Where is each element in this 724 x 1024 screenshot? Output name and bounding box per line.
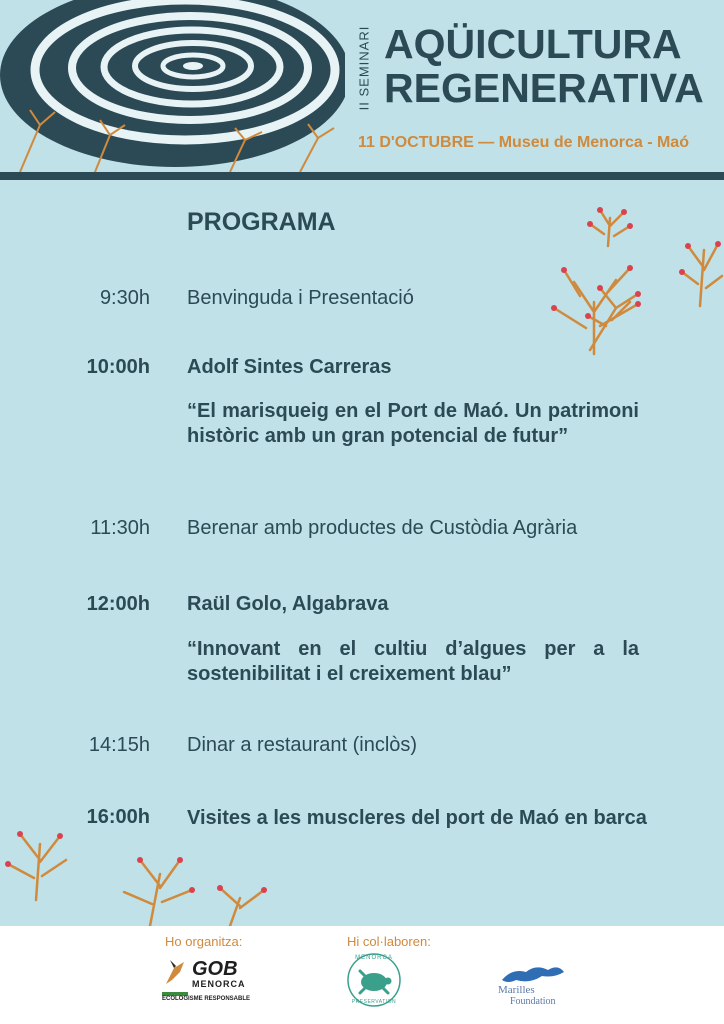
time-slot-3: 11:30h: [90, 517, 150, 539]
sea-swirl-illustration: [0, 0, 345, 172]
bird-icon: [162, 958, 188, 988]
time-slot-1: 9:30h: [99, 287, 150, 309]
header: [0, 0, 724, 180]
footer: [0, 926, 724, 1024]
time-slot-6: 16:00h: [86, 806, 150, 828]
page-title: [384, 22, 704, 110]
program-item-3-title: Berenar amb productes de Custòdia Agrària: [187, 517, 578, 539]
islands-icon: [496, 960, 568, 986]
program-item-5-title: Dinar a restaurant (inclòs): [187, 734, 418, 756]
menorca-preservation-logo[interactable]: [346, 952, 402, 1012]
program-item-6-title: Visites a les muscleres del port de Maó en barca: [187, 807, 647, 829]
header-divider: [0, 172, 724, 180]
marilles-name: Marilles: [498, 984, 535, 996]
gob-tagline: ECOLOGISME RESPONSABLE: [162, 996, 251, 1002]
program-heading: PROGRAMA: [187, 208, 336, 236]
gob-name: GOB: [192, 958, 238, 980]
gob-region: MENORCA: [192, 979, 246, 989]
time-slot-2: 10:00h: [86, 356, 150, 378]
speaker-name-2: Raül Golo, Algabrava: [187, 593, 389, 615]
speaker-name-1: Adolf Sintes Carreras: [187, 356, 392, 378]
gob-menorca-logo[interactable]: [162, 956, 262, 1008]
time-slot-4: 12:00h: [86, 593, 150, 615]
marilles-foundation-text: Foundation: [510, 996, 556, 1007]
program-item-1-title: Benvinguda i Presentació: [187, 287, 414, 309]
marilles-foundation-logo[interactable]: [496, 960, 568, 1010]
talk-title-2: “Innovant en el cultiu d’algues per a la sostenibilitat i el creixement blau”: [187, 638, 639, 685]
menorca-preservation-bottom-text: PRESERVATION: [351, 999, 397, 1005]
seaweed-decoration-mid-right: [534, 262, 654, 356]
collaborators-label: Hi col·laboren:: [347, 934, 431, 949]
time-slot-5: 14:15h: [88, 734, 150, 756]
menorca-preservation-top-text: MENORCA: [355, 955, 393, 961]
title-line-1: AQÜICULTURA: [384, 21, 682, 67]
event-date-location: 11 D'OCTUBRE — Museu de Menorca - Maó: [358, 134, 689, 151]
seaweed-decoration-bottom-left: [0, 820, 290, 926]
title-line-2: REGENERATIVA: [384, 65, 704, 111]
organizer-label: Ho organitza:: [165, 934, 243, 949]
talk-title-1: “El marisqueig en el Port de Maó. Un patrimoni històric amb un gran potencial de futur”: [187, 400, 639, 447]
seminar-label: II SEMINARI: [356, 25, 372, 111]
